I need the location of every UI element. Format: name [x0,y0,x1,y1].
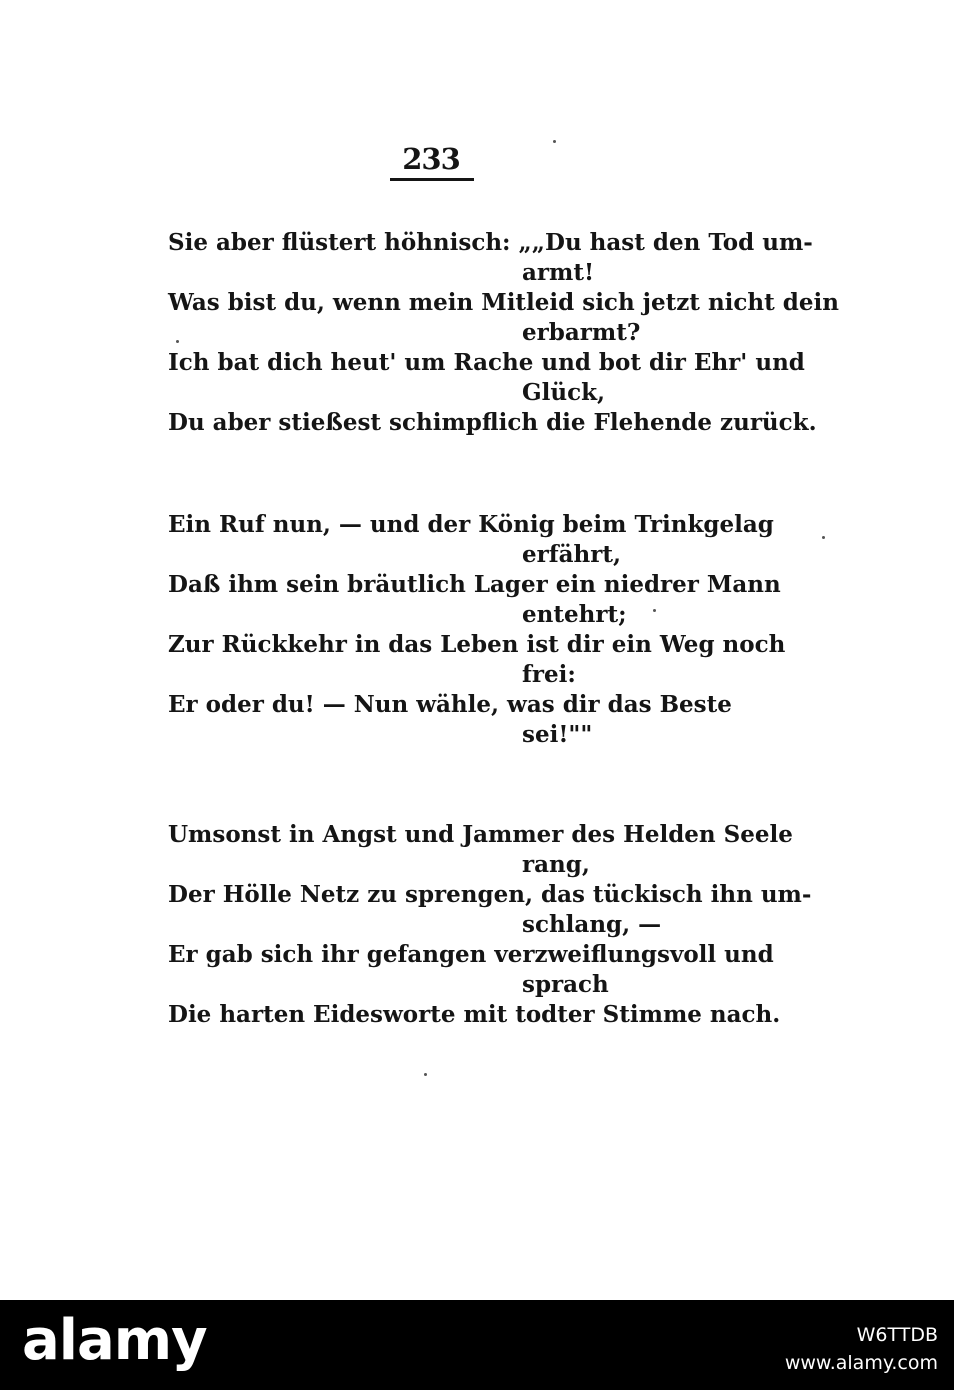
page-number: 233 [402,142,460,176]
stanza-2-line-3: Zur Rückkehr in das Leben ist dir ein Weg noch [168,631,786,658]
stanza-1-line-4: Du aber stießest schimpflich die Flehende zurück. [168,409,817,436]
page-number-rule [390,178,474,181]
stanza-3-line-2: Der Hölle Netz zu sprengen, das tückisch ihn um- [168,881,812,908]
stanza-2-line-4: Er oder du! — Nun wähle, was dir das Beste [168,691,732,718]
stanza-1-line-1-continuation: armt! [522,259,595,286]
stanza-2-line-2-continuation: entehrt; [522,601,627,628]
stanza-1-line-3: Ich bat dich heut' um Rache und bot dir Ehr' und [168,349,805,376]
image-id: W6TTDB [856,1324,938,1346]
stanza-3-line-4: Die harten Eidesworte mit todter Stimme nach. [168,1001,781,1028]
stanza-1-line-2-continuation: erbarmt? [522,319,641,346]
stanza-3-line-1-continuation: rang, [522,851,590,878]
stanza-2-line-2: Daß ihm sein bräutlich Lager ein niedrer Mann [168,571,781,598]
stanza-2-line-3-continuation: frei: [522,661,576,688]
stanza-3-line-1: Umsonst in Angst und Jammer des Helden Seele [168,821,793,848]
stanza-2-line-1-continuation: erfährt, [522,541,622,568]
scan-speck [653,609,656,612]
watermark-bar [0,1300,954,1390]
stanza-1-line-2: Was bist du, wenn mein Mitleid sich jetzt nicht dein [168,289,839,316]
stanza-1-line-3-continuation: Glück, [522,379,606,406]
stanza-3-line-2-continuation: schlang, — [522,911,662,938]
scan-speck [176,340,179,343]
stanza-3-line-3-continuation: sprach [522,971,609,998]
stanza-2-line-1: Ein Ruf nun, — und der König beim Trinkgelag [168,511,774,538]
scan-speck [424,1073,427,1076]
scan-speck [822,536,825,539]
stanza-3-line-3: Er gab sich ihr gefangen verzweiflungsvoll und [168,941,774,968]
stanza-2-line-4-continuation: sei!"" [522,721,593,748]
scan-speck [553,140,556,143]
site-url: www.alamy.com [784,1352,938,1374]
alamy-logo: alamy [22,1308,207,1373]
stanza-1-line-1: Sie aber flüstert höhnisch: „„Du hast den Tod um- [168,229,813,256]
